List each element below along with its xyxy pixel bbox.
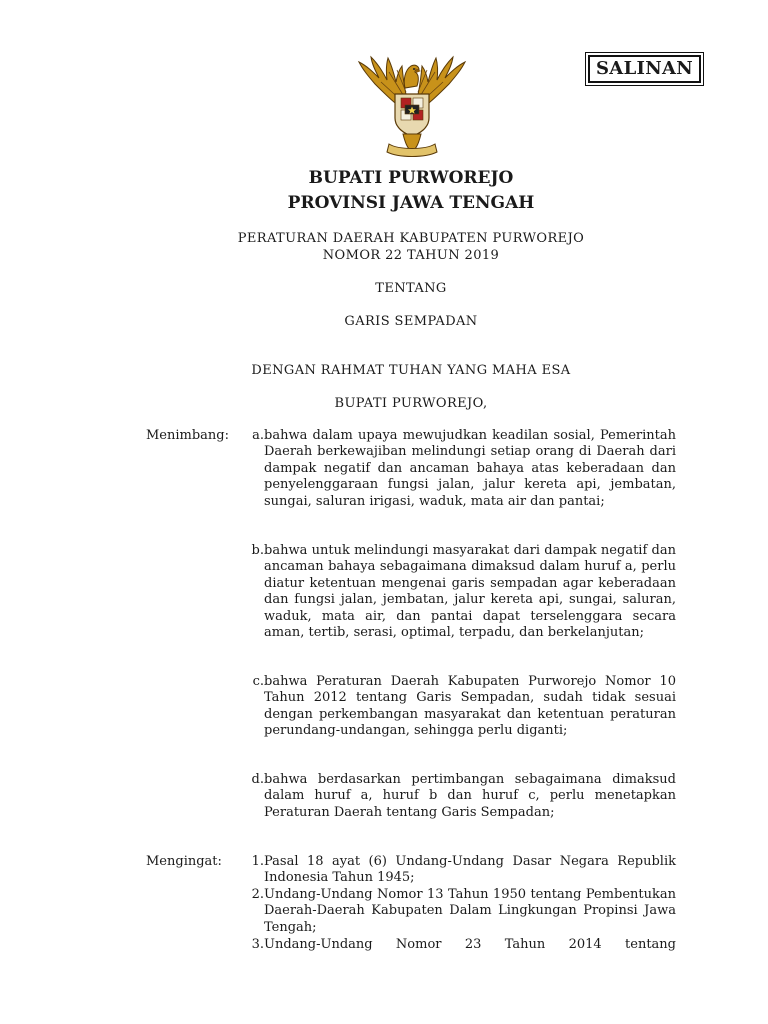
blessing-line: DENGAN RAHMAT TUHAN YANG MAHA ESA	[251, 363, 571, 378]
item-text: bahwa berdasarkan pertimbangan sebagaimana dimaksud dalam huruf a, huruf b dan huruf c, perlu menetapkan Peraturan Daerah tentang Garis Sempadan;	[264, 772, 676, 820]
item-text: Undang-Undang Nomor 23 Tahun 2014 tentang	[264, 937, 676, 952]
mengingat-item-3	[246, 937, 676, 953]
item-marker: b.	[251, 543, 264, 558]
tentang-heading: TENTANG	[375, 281, 447, 296]
mengingat-item-1	[246, 854, 676, 887]
regulation-title: PERATURAN DAERAH KABUPATEN PURWOREJO	[237, 231, 585, 246]
item-text: bahwa Peraturan Daerah Kabupaten Purworejo Nomor 10 Tahun 2012 tentang Garis Sempadan, sudah tidak sesuai dengan perkembangan masyarakat dan ketentuan peraturan perundang-undangan, sehingga perlu diganti;	[264, 674, 676, 739]
province-title: PROVINSI JAWA TENGAH	[287, 193, 535, 213]
regulation-subject: GARIS SEMPADAN	[344, 314, 478, 329]
authority-line: BUPATI PURWOREJO,	[334, 396, 488, 411]
menimbang-item-b	[246, 543, 676, 641]
item-text: Pasal 18 ayat (6) Undang-Undang Dasar Negara Republik Indonesia Tahun 1945;	[264, 854, 676, 886]
item-text: bahwa untuk melindungi masyarakat dari dampak negatif dan ancaman bahaya sebagaimana dimaksud dalam huruf a, perlu diatur ketentuan mengenai garis sempadan agar keberadaan dan fungsi jalan, jembatan, jalur kereta api, sungai, saluran, waduk, mata air, dan pantai dapat terselenggara secara aman, tertib, serasi, optimal, terpadu, dan berkelanjutan;	[264, 543, 676, 641]
salinan-stamp: SALINAN	[588, 55, 701, 83]
mengingat-label: Mengingat:	[146, 854, 222, 869]
item-text: bahwa dalam upaya mewujudkan keadilan sosial, Pemerintah Daerah berkewajiban melindungi setiap orang di Daerah dari dampak negatif dan ancaman bahaya atas keberadaan dan penyelenggaraan fungsi jalan, jalur kereta api, jembatan, sungai, saluran irigasi, waduk, mata air dan pantai;	[264, 428, 676, 509]
menimbang-item-a	[246, 428, 676, 510]
item-marker: 2.	[251, 887, 264, 902]
item-marker: c.	[252, 674, 264, 689]
item-marker: a.	[252, 428, 264, 443]
menimbang-label: Menimbang:	[146, 428, 230, 443]
item-marker: 1.	[251, 854, 264, 869]
garuda-pancasila-emblem	[345, 52, 479, 160]
item-marker: d.	[251, 772, 264, 787]
regulation-number: NOMOR 22 TAHUN 2019	[322, 248, 500, 263]
menimbang-item-c	[246, 674, 676, 740]
item-text: Undang-Undang Nomor 13 Tahun 1950 tentang Pembentukan Daerah-Daerah Kabupaten Dalam Lingkungan Propinsi Jawa Tengah;	[264, 887, 676, 935]
item-marker: 3.	[251, 937, 264, 952]
regent-title: BUPATI PURWOREJO	[308, 168, 514, 188]
mengingat-item-2	[246, 887, 676, 936]
menimbang-item-d	[246, 772, 676, 821]
